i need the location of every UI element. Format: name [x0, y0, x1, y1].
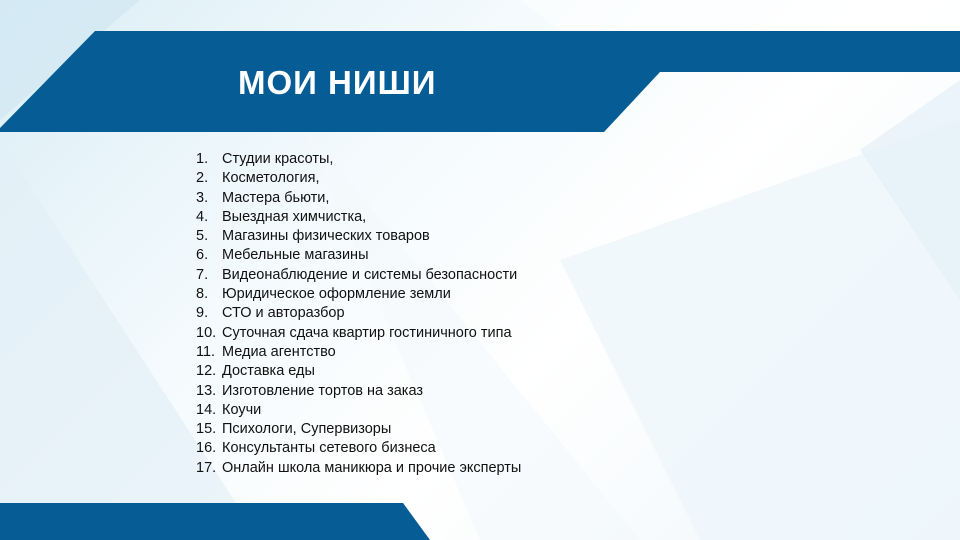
list-item-number: 1. [196, 151, 209, 167]
list-item-number: 10. [196, 324, 217, 341]
bottom-banner [0, 503, 430, 540]
list-item-text: Доставка еды [222, 363, 315, 380]
list-item [196, 227, 521, 246]
list-item-text: Косметология, [222, 170, 320, 187]
list-item [196, 169, 521, 188]
list-item [196, 150, 521, 169]
list-item [196, 208, 521, 227]
list-item-text: СТО и авторазбор [222, 305, 345, 322]
list-item-number: 17. [196, 459, 217, 476]
list-item [196, 324, 521, 343]
list-item [196, 362, 521, 381]
list-item [196, 439, 521, 458]
list-item-text: Студии красоты, [222, 151, 334, 167]
list-item-text: Онлайн школа маникюра и прочие эксперты [222, 459, 522, 476]
list-item [196, 304, 521, 323]
list-item-number: 4. [196, 208, 209, 225]
list-item-text: Консультанты сетевого бизнеса [222, 440, 436, 457]
list-item-number: 8. [196, 286, 209, 303]
list-item-number: 7. [196, 266, 209, 283]
list-item-number: 13. [196, 382, 217, 399]
list-item-text: Мастера бьюти, [222, 189, 330, 206]
list-item-text: Суточная сдача квартир гостиничного типа [222, 324, 512, 341]
list-item-number: 15. [196, 421, 217, 438]
list-item-text: Изготовление тортов на заказ [222, 382, 424, 399]
list-item-text: Психологи, Супервизоры [222, 421, 392, 438]
bg-facet [520, 0, 960, 30]
list-item-text: Выездная химчистка, [222, 208, 367, 225]
list-item-text: Юридическое оформление земли [222, 286, 451, 303]
list-item [196, 189, 521, 208]
list-item [196, 246, 521, 265]
list-item-number: 6. [196, 247, 209, 264]
list-item-number: 12. [196, 363, 217, 380]
list-item [196, 285, 521, 304]
list-item [196, 420, 521, 439]
list-item-text: Медиа агентство [222, 343, 336, 360]
list-item-number: 2. [196, 170, 209, 187]
list-item [196, 266, 521, 285]
list-item-text: Коучи [222, 401, 262, 418]
list-item [196, 459, 521, 478]
list-item-text: Мебельные магазины [222, 247, 369, 264]
list-item [196, 401, 521, 420]
list-item-text: Видеонаблюдение и системы безопасности [222, 266, 518, 283]
niches-list [196, 150, 521, 478]
list-item-number: 14. [196, 401, 217, 418]
list-item [196, 343, 521, 362]
list-item-number: 9. [196, 305, 209, 322]
slide-title: МОИ НИШИ [238, 64, 437, 101]
list-item-number: 11. [196, 343, 216, 360]
list-item-number: 5. [196, 228, 209, 245]
title-banner [0, 31, 960, 132]
list-item-number: 16. [196, 440, 217, 457]
list-item-number: 3. [196, 189, 209, 206]
list-item-text: Магазины физических товаров [222, 228, 430, 245]
list-item [196, 382, 521, 401]
